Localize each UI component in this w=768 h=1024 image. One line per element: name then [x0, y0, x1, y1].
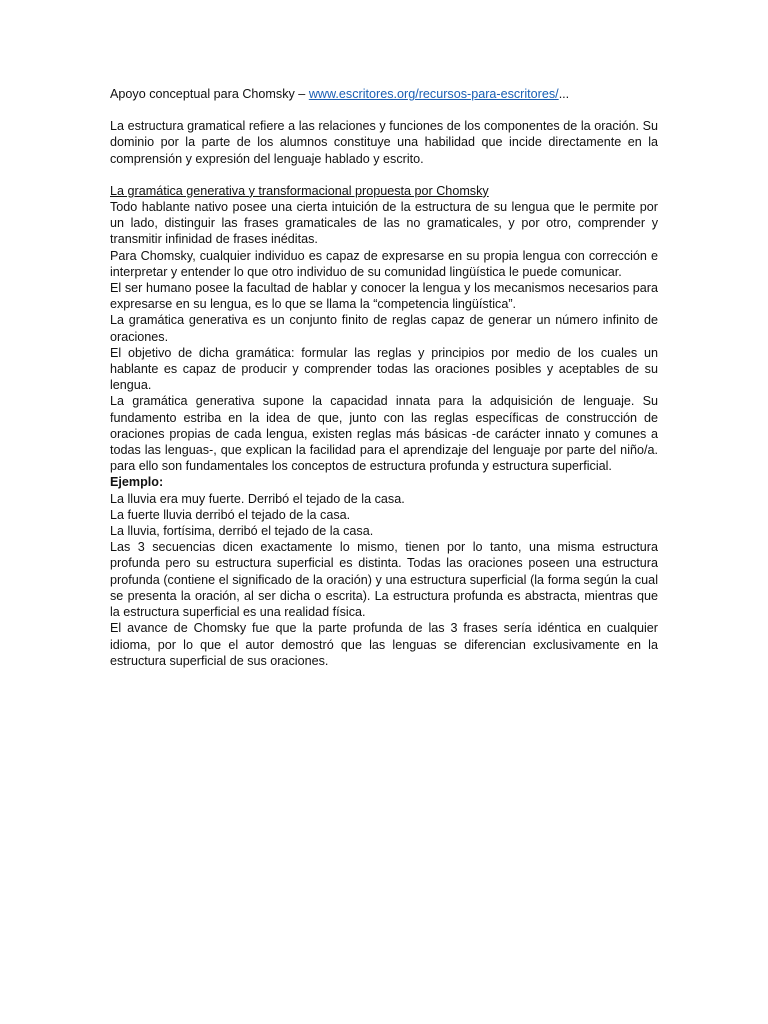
paragraph-objetivo: El objetivo de dicha gramática: formular las reglas y principios por medio de los cuales un hablante es capaz de producir y comprender todas las oraciones posibles y aceptables de su lengua.	[110, 345, 658, 393]
paragraph-estructura-gramatical: La estructura gramatical refiere a las relaciones y funciones de los componentes de la oración. Su dominio por la parte de los alumnos constituye una habilidad que incide directamente en la comprensión y expresión del lenguaje hablado y escrito.	[110, 119, 658, 166]
paragraph-secuencias: Las 3 secuencias dicen exactamente lo mismo, tienen por lo tanto, una misma estructura profunda pero su estructura superficial es distinta. Todas las oraciones poseen una estructura profunda (contiene el significado de la oración) y una estructura superficial (la forma según la cual se presenta la oración, al ser dicha o escrita). La estructura profunda es abstracta, mientras que la estructura superficial es una realidad física.	[110, 540, 658, 620]
paragraph-avance-chomsky: El avance de Chomsky fue que la parte profunda de las 3 frases sería idéntica en cualquier idioma, por lo que el autor demostró que las lenguas se diferencian exclusivamente en la estructura superficial de sus oraciones.	[110, 621, 658, 668]
paragraph-competencia-linguistica: El ser humano posee la facultad de hablar y conocer la lengua y los mecanismos necesarios para expresarse en su lengua, es lo que se llama la “competencia lingüística”.	[110, 281, 658, 312]
paragraph-gramatica-generativa: La gramática generativa es un conjunto finito de reglas capaz de generar un número infinito de oraciones.	[110, 313, 658, 344]
document-page	[110, 86, 658, 669]
source-link[interactable]: www.escritores.org/recursos-para-escritores/	[308, 87, 559, 101]
paragraph-hablante-nativo: Todo hablante nativo posee una cierta intuición de la estructura de su lengua que le permite por un lado, distinguir las frases gramaticales de las no gramaticales, y por otro, comprender y transmitir infinidad de frases inéditas.	[110, 200, 658, 247]
example-label: Ejemplo:	[110, 475, 164, 490]
example-sentence-2: La fuerte lluvia derribó el tejado de la casa.	[110, 507, 351, 522]
intro-suffix: ...	[558, 87, 570, 101]
intro-line	[110, 86, 658, 102]
example-sentence-1: La lluvia era muy fuerte. Derribó el tejado de la casa.	[110, 491, 405, 506]
paragraph-para-chomsky: Para Chomsky, cualquier individuo es capaz de expresarse en su propia lengua con corrección e interpretar y entender lo que otro individuo de su comunidad lingüística le puede comunicar.	[110, 248, 658, 279]
example-sentence-3: La lluvia, fortísima, derribó el tejado de la casa.	[110, 524, 374, 539]
paragraph-capacidad-innata: La gramática generativa supone la capacidad innata para la adquisición de lenguaje. Su fundamento estriba en la idea de que, junto con las reglas específicas de construcción de oraciones propias de cada lengua, existen reglas más básicas -de carácter innato y comunes a todas las lenguas-, que explican la facilidad para el aprendizaje del lenguaje por parte del niño/a. para ello son fundamentales los conceptos de estructura profunda y estructura superficial.	[110, 394, 658, 474]
section-heading: La gramática generativa y transformacional propuesta por Chomsky	[110, 183, 489, 198]
intro-prefix: Apoyo conceptual para Chomsky –	[110, 87, 309, 101]
